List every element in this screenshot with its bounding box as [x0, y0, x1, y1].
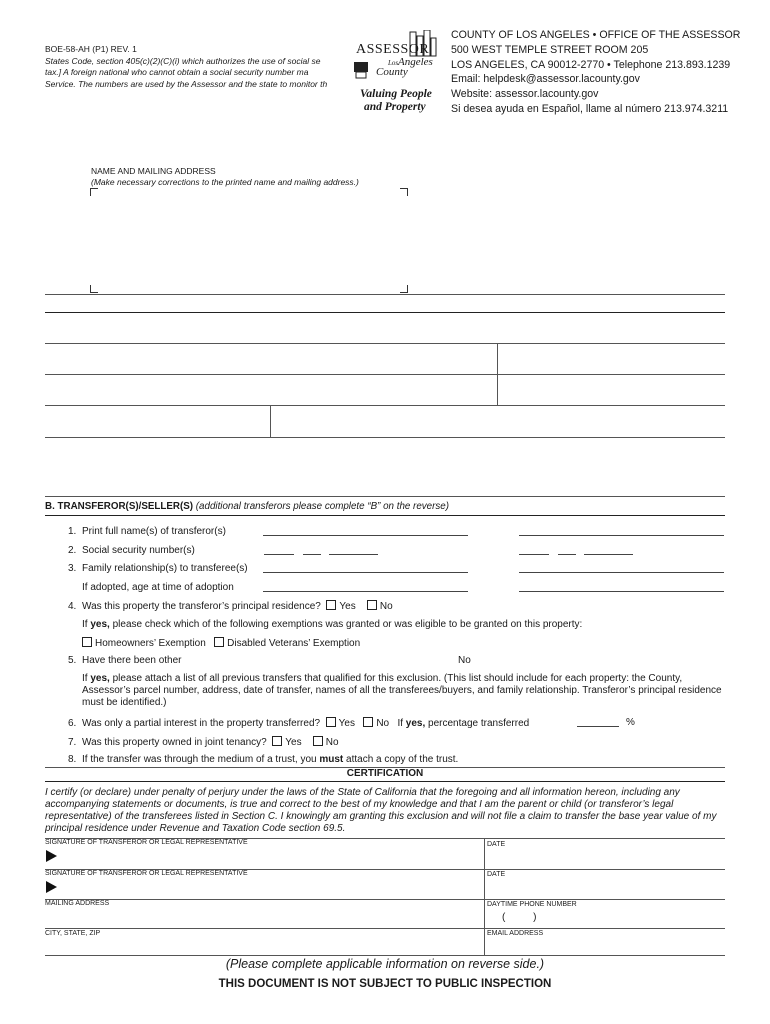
transferor-name-2-field[interactable] [519, 535, 724, 536]
question-4: 4. Was this property the transferor’s principal residence? Yes No [68, 601, 393, 612]
note-line-1: States Code, section 405(c)(2)(C)(i) which authorizes the use of social se [45, 55, 321, 66]
form-field[interactable] [46, 407, 269, 436]
office-website: Website: assessor.lacounty.gov [451, 88, 599, 101]
form-field[interactable] [499, 376, 724, 404]
signature-2-field[interactable] [62, 879, 480, 898]
question-5-instructions [82, 673, 725, 709]
office-line-2: 500 WEST TEMPLE STREET ROOM 205 [451, 43, 649, 56]
relationship-1-field[interactable] [263, 572, 468, 573]
mailing-address-label: MAILING ADDRESS [45, 900, 110, 907]
question-4-followup [82, 619, 582, 631]
residence-no-checkbox[interactable] [367, 600, 377, 610]
note-line-3: Service. The numbers are used by the Assessor and the state to monitor th [45, 78, 328, 89]
corner-mark [90, 285, 98, 293]
divider [45, 437, 725, 438]
date-2-label: DATE [487, 871, 506, 878]
yes-bold: yes, [90, 673, 110, 684]
percentage-field[interactable] [577, 726, 619, 727]
assessor-logo [350, 30, 440, 115]
divider [45, 343, 725, 344]
question-6-label: Was only a partial interest in the property transferred? [82, 718, 321, 729]
joint-yes-checkbox[interactable] [272, 736, 282, 746]
city-state-zip-label: CITY, STATE, ZIP [45, 930, 101, 937]
phone-field[interactable] [487, 910, 723, 927]
yes-label: Yes [285, 737, 302, 748]
form-header-notes [45, 44, 335, 90]
ssn-1-part-b[interactable] [303, 554, 321, 555]
logo-county: County [376, 66, 408, 78]
note-line-2: tax.] A foreign national who cannot obtain a social security number ma [45, 67, 309, 77]
name-address-field[interactable] [91, 195, 407, 283]
divider [45, 312, 725, 313]
question-4-label: Was this property the transferor’s principal residence? [82, 601, 321, 612]
question-1-label: Print full name(s) of transferor(s) [82, 526, 226, 537]
partial-yes-checkbox[interactable] [326, 717, 336, 727]
transferor-name-1-field[interactable] [263, 535, 468, 536]
adoption-age-2-field[interactable] [519, 591, 724, 592]
form-field[interactable] [46, 376, 496, 404]
signature-2-label: SIGNATURE OF TRANSFEROR OR LEGAL REPRESENTATIVE [45, 870, 248, 877]
question-3-label: Family relationship(s) to transferee(s) [82, 563, 248, 574]
question-7: 7. Was this property owned in joint tenancy? Yes No [68, 737, 339, 748]
certification-title: CERTIFICATION [346, 768, 424, 779]
logo-word: ASSESSOR [356, 42, 430, 57]
yes-label: Yes [338, 718, 355, 729]
office-address [451, 28, 740, 117]
partial-no-checkbox[interactable] [363, 717, 373, 727]
email-label: EMAIL ADDRESS [487, 930, 544, 937]
name-address-title: NAME AND MAILING ADDRESS [91, 166, 216, 176]
ssn-1-part-a[interactable] [264, 554, 294, 555]
question-2-label: Social security number(s) [82, 545, 195, 556]
office-line-1: COUNTY OF LOS ANGELES • OFFICE OF THE ASSESSOR [451, 29, 741, 41]
yes-label: Yes [339, 601, 356, 612]
section-b-heading: B. TRANSFEROR(S)/SELLER(S) [45, 501, 194, 512]
veterans-label: Disabled Veterans’ Exemption [227, 638, 361, 649]
certification-text: I certify (or declare) under penalty of perjury under the laws of the State of California that the foregoing and all information hereon, including any accompanying statements or documents, is true and correct to the best of my knowledge and that I am the parent or child (or transferor’s legal representative) of the transferees listed in Section C. I knowingly am granting this exclusion and will not file a claim to transfer the base year value of my principal residence under Revenue and Taxation Code section 69.5. [45, 787, 717, 834]
relationship-2-field[interactable] [519, 572, 724, 573]
question-8-label-b: attach a copy of the trust. [346, 754, 459, 765]
form-id: BOE-58-AH (P1) REV. 1 [45, 44, 137, 54]
adoption-age-label: If adopted, age at time of adoption [82, 582, 234, 593]
ssn-2-part-a[interactable] [519, 554, 549, 555]
mailing-address-field[interactable] [46, 909, 482, 927]
logo-tagline-1: Valuing People [360, 88, 432, 100]
question-5-label: Have there been other [82, 655, 182, 666]
no-label: No [379, 601, 393, 612]
question-5-no: No [458, 655, 471, 666]
signature-1-field[interactable] [62, 848, 480, 868]
ssn-2-part-c[interactable] [584, 554, 633, 555]
divider [45, 955, 725, 956]
date-1-field[interactable] [487, 850, 723, 868]
office-spanish: Si desea ayuda en Español, llame al número 213.974.3211 [451, 102, 729, 115]
sign-here-arrow-icon [46, 850, 57, 862]
logo-los: Los [388, 59, 399, 67]
joint-no-checkbox[interactable] [313, 736, 323, 746]
homeowners-exemption-checkbox[interactable] [82, 637, 92, 647]
veterans-exemption-checkbox[interactable] [214, 637, 224, 647]
homeowners-label: Homeowners’ Exemption [95, 638, 206, 649]
date-1-label: DATE [487, 841, 506, 848]
form-field[interactable] [272, 407, 724, 436]
office-line-3: LOS ANGELES, CA 90012-2770 • Telephone 213.893.1239 [451, 58, 731, 71]
question-8: 8. If the transfer was through the medium of a trust, you must attach a copy of the trust. [68, 754, 459, 765]
section-b-title [45, 501, 449, 512]
must-bold: must [319, 754, 344, 765]
logo-angeles: Angeles [398, 56, 433, 68]
question-2: 2. Social security number(s) [68, 545, 195, 556]
phone-area-code: ( ) [502, 912, 537, 923]
if-label: If [397, 718, 404, 729]
divider [45, 374, 725, 375]
exemption-options [82, 637, 360, 650]
email-field[interactable] [487, 939, 723, 954]
public-inspection-note: THIS DOCUMENT IS NOT SUBJECT TO PUBLIC INSPECTION [218, 978, 552, 990]
if-label: If [82, 673, 88, 684]
yes-bold: yes, [405, 718, 426, 729]
percentage-label: percentage transferred [428, 718, 530, 729]
reverse-side-note: (Please complete applicable information on reverse side.) [225, 957, 545, 971]
sign-here-arrow-icon [46, 881, 57, 893]
no-label: No [376, 718, 390, 729]
ssn-2-part-b[interactable] [558, 554, 576, 555]
question-6: 6. Was only a partial interest in the property transferred? Yes No If yes, percentage transferred [68, 718, 530, 729]
name-address-hint: (Make necessary corrections to the printed name and mailing address.) [91, 176, 359, 187]
divider [484, 838, 485, 955]
divider [45, 515, 725, 516]
signature-1-label: SIGNATURE OF TRANSFEROR OR LEGAL REPRESENTATIVE [45, 839, 248, 846]
residence-yes-checkbox[interactable] [326, 600, 336, 610]
no-label: No [325, 737, 339, 748]
divider [45, 781, 725, 782]
city-state-zip-field[interactable] [46, 939, 482, 954]
office-email: Email: helpdesk@assessor.lacounty.gov [451, 73, 640, 86]
form-field[interactable] [46, 345, 496, 373]
yes-bold: yes, [90, 619, 110, 630]
logo-tagline-2: and Property [364, 101, 426, 113]
date-2-field[interactable] [487, 880, 723, 898]
question-8-label-a: If the transfer was through the medium of a trust, you [82, 754, 317, 765]
divider [45, 899, 725, 900]
section-b-subtitle: (additional transferors please complete “B” on the reverse) [195, 501, 449, 512]
name-address-label [91, 166, 359, 187]
divider [45, 928, 725, 929]
question-5: 5. Have there been other [68, 655, 182, 666]
divider [45, 294, 725, 295]
ssn-1-part-c[interactable] [329, 554, 378, 555]
question-3: 3. Family relationship(s) to transferee(s) [68, 563, 248, 574]
divider [45, 405, 725, 406]
question-4-followup-text: please check which of the following exemptions was granted or was eligible to be granted on this property: [112, 619, 583, 630]
divider [45, 496, 725, 497]
corner-mark [400, 285, 408, 293]
divider [270, 405, 271, 437]
phone-label: DAYTIME PHONE NUMBER [487, 901, 577, 908]
question-7-label: Was this property owned in joint tenancy? [82, 737, 267, 748]
divider [497, 343, 498, 405]
percent-sign: % [626, 717, 635, 728]
question-1: 1. Print full name(s) of transferor(s) [68, 526, 226, 537]
question-5-instructions-text: please attach a list of all previous transfers that qualified for this exclusion. (This list should include for each property: the County, Assessor’s parcel number, address, date of transfer, names of all the transferees/buyers, and family relationship. Transferor’s principal residence must be identified.) [82, 673, 722, 708]
adoption-age-1-field[interactable] [263, 591, 468, 592]
if-label: If [82, 619, 88, 630]
form-field[interactable] [499, 345, 724, 373]
